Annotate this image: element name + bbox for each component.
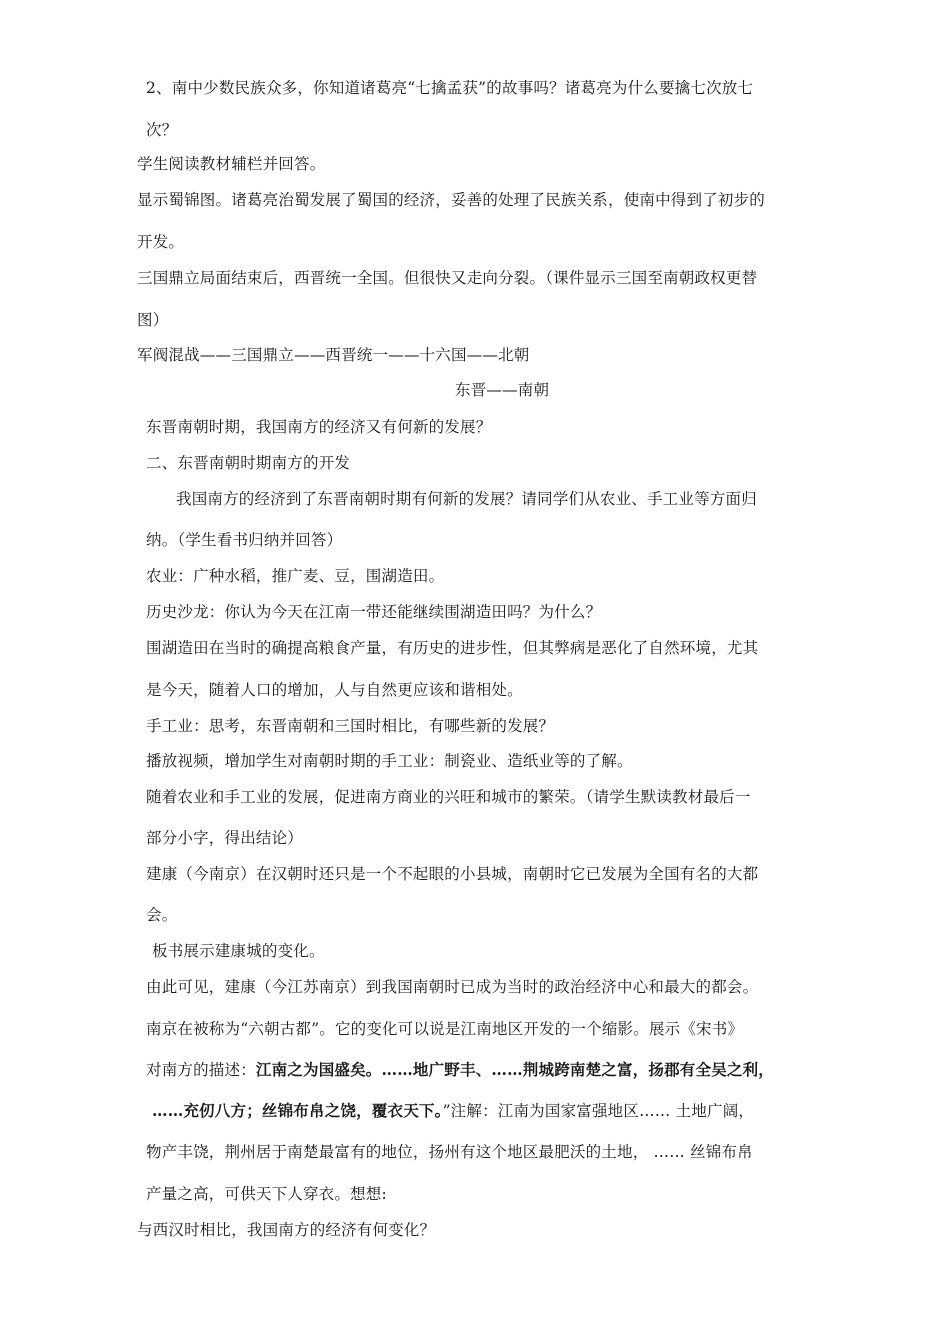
text-line: 历史沙龙：你认为今天在江南一带还能继续围湖造田吗？为什么？ (146, 603, 602, 621)
text-line: 由此可见，建康（今江苏南京）到我国南朝时已成为当时的政治经济中心和最大的都会。 (146, 978, 759, 996)
text-line: 东晋南朝时期，我国南方的经济又有何新的发展？ (146, 418, 492, 436)
text-line: 部分小字，得出结论） (146, 829, 304, 847)
text-line: 纳。（学生看书归纳并回答） (146, 531, 343, 549)
text-line: 次？ (146, 121, 178, 139)
text-line: 开发。 (137, 233, 185, 251)
text-line: 产量之高，可供天下人穿衣。想想: (146, 1185, 387, 1203)
quote-bold-text: ……充仞八方；丝锦布帛之饶，覆衣天下。 (152, 1101, 443, 1120)
text-line: 南京在被称为“六朝古都”。它的变化可以说是江南地区开发的一个缩影。展示《宋书》 (146, 1020, 744, 1038)
text-line: 板书展示建康城的变化。 (152, 942, 325, 960)
text-line: 图） (137, 311, 169, 329)
timeline-line-north: 军阀混战——三国鼎立——西晋统一——十六国——北朝 (137, 346, 530, 364)
text-line: 手工业：思考，东晋南朝和三国时相比，有哪些新的发展？ (146, 717, 555, 735)
text-line: 学生阅读教材辅栏并回答。 (137, 155, 326, 173)
text-line: 会。 (146, 906, 178, 924)
quote-prefix: 对南方的描述： (146, 1061, 256, 1079)
quote-annotation: ”注解：江南为国家富强地区…… 土地广阔， (442, 1102, 755, 1120)
text-line: 与西汉时相比，我国南方的经济有何变化？ (137, 1221, 436, 1239)
text-line: 农业：广种水稻，推广麦、豆，围湖造田。 (146, 567, 445, 585)
text-line: 2、南中少数民族众多，你知道诸葛亮“七擒孟获”的故事吗？诸葛亮为什么要擒七次放七 (146, 79, 754, 97)
text-line: 播放视频，增加学生对南朝时期的手工业：制瓷业、造纸业等的了解。 (146, 752, 633, 770)
text-line: 是今天，随着人口的增加，人与自然更应该和谐相处。 (146, 681, 523, 699)
quote-line (152, 1101, 754, 1121)
text-line: 建康（今南京）在汉朝时还只是一个不起眼的小县城，南朝时它已发展为全国有名的大都 (146, 865, 759, 883)
text-line: 三国鼎立局面结束后，西晋统一全国。但很快又走向分裂。（课件显示三国至南朝政权更替 (137, 269, 758, 287)
section-heading: 二、东晋南朝时期南方的开发 (146, 454, 351, 472)
quote-line (146, 1060, 774, 1080)
text-line: 显示蜀锦图。诸葛亮治蜀发展了蜀国的经济，妥善的处理了民族关系，使南中得到了初步的 (137, 191, 766, 209)
text-line: 物产丰饶，荆州居于南楚最富有的地位，扬州有这个地区最肥沃的土地， …… 丝锦布帛 (146, 1143, 753, 1161)
quote-bold-text: 江南之为国盛矣。……地广野丰、……荆城跨南楚之富，扬郡有全吴之利， (255, 1060, 775, 1079)
text-line: 随着农业和手工业的发展，促进南方商业的兴旺和城市的繁荣。（请学生默读教材最后一 (146, 788, 751, 806)
text-line: 我国南方的经济到了东晋南朝时期有何新的发展？请同学们从农业、手工业等方面归 (176, 490, 757, 508)
text-line: 围湖造田在当时的确提高粮食产量，有历史的进步性，但其弊病是恶化了自然环境，尤其 (146, 639, 759, 657)
timeline-line-south: 东晋——南朝 (455, 381, 550, 399)
